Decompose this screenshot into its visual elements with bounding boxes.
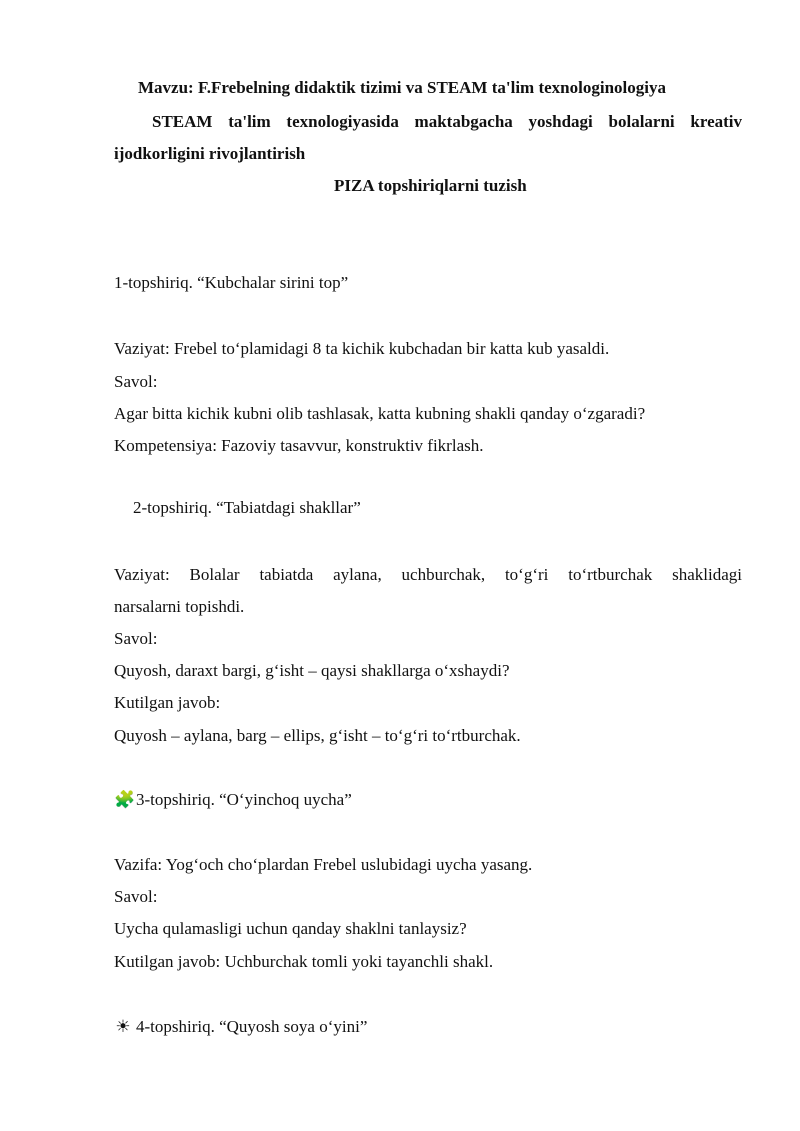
task-3-title: 3-topshiriq. “O‘yinchoq uycha” [136,790,352,809]
task-3-assignment: Vazifa: Yog‘och cho‘plardan Frebel uslubidagi uycha yasang. [114,855,533,874]
task-4-title: 4-topshiriq. “Quyosh soya o‘yini” [136,1017,368,1036]
task-1-situation: Vaziyat: Frebel to‘plamidagi 8 ta kichik kubchadan bir katta kub yasaldi. [114,339,610,358]
topic-heading: Mavzu: F.Frebelning didaktik tizimi va STEAM ta'lim texnologinologiya [138,78,666,97]
puzzle-icon: 🧩 [114,790,136,809]
task-2-situation: Vaziyat: Bolalar tabiatda aylana, uchburchak, to‘g‘ri to‘rtburchak shaklidagi [114,565,742,584]
task-1-competency: Kompetensiya: Fazoviy tasavvur, konstruktiv fikrlash. [114,436,484,455]
task-1-title: 1-topshiriq. “Kubchalar sirini top” [114,273,349,292]
task-3-answer: Kutilgan javob: Uchburchak tomli yoki tayanchli shakl. [114,952,494,971]
task-2-situation-cont: narsalarni topishdi. [114,597,245,616]
section-title: PIZA topshiriqlarni tuzish [334,176,527,195]
task-3-question-label: Savol: [114,887,158,906]
task-2-question: Quyosh, daraxt bargi, g‘isht – qaysi shakllarga o‘xshaydi? [114,661,510,680]
task-3-question: Uycha qulamasligi uchun qanday shaklni tanlaysiz? [114,919,467,938]
task-4-heading [114,1017,367,1037]
task-1-question-label: Savol: [114,372,158,391]
task-2-answer-label: Kutilgan javob: [114,693,221,712]
task-1-question: Agar bitta kichik kubni olib tashlasak, katta kubning shakli qanday o‘zgaradi? [114,404,646,423]
subtitle-line-1: STEAM ta'lim texnologiyasida maktabgacha yoshdagi bolalarni kreativ [152,112,742,131]
task-2-question-label: Savol: [114,629,158,648]
subtitle-line-2: ijodkorligini rivojlantirish [114,144,306,163]
task-3-heading [114,790,352,810]
sun-icon: ☀ [115,1017,131,1036]
task-2-answer: Quyosh – aylana, barg – ellips, g‘isht – to‘g‘ri to‘rtburchak. [114,726,521,745]
task-2-title: 2-topshiriq. “Tabiatdagi shakllar” [133,498,361,517]
